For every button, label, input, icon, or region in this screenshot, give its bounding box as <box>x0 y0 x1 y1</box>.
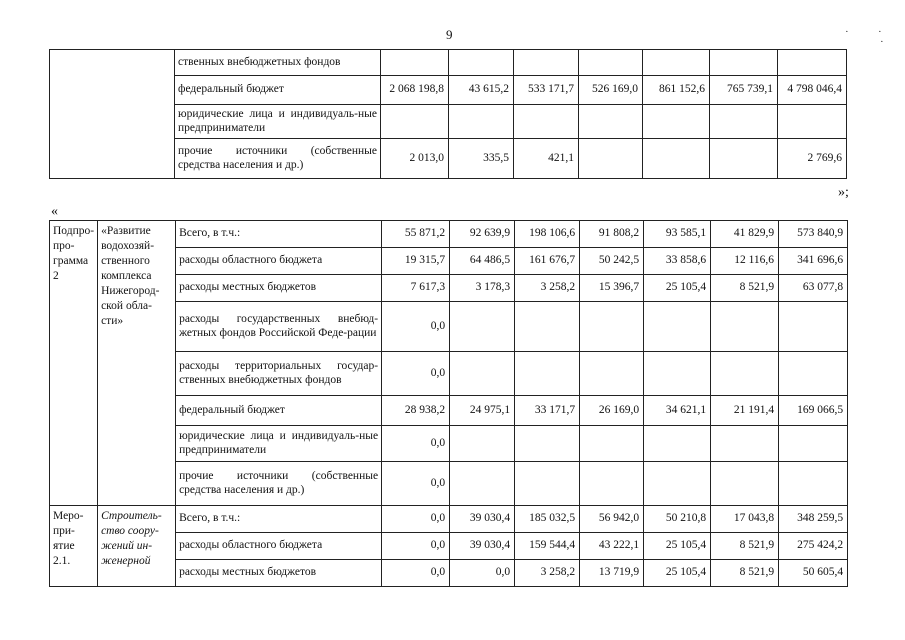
value-cell: 33 171,7 <box>515 396 580 426</box>
value-cell: 21 191,4 <box>711 396 779 426</box>
scan-mark: · <box>845 26 849 38</box>
value-cell <box>644 462 711 506</box>
value-cell: 92 639,9 <box>450 221 515 248</box>
value-cell: 13 719,9 <box>580 560 644 587</box>
value-cell <box>711 462 779 506</box>
value-cell: 341 696,6 <box>779 248 848 275</box>
value-cell: 17 043,8 <box>711 506 779 533</box>
value-cell <box>711 352 779 396</box>
value-cell: 15 396,7 <box>580 275 644 302</box>
value-cell <box>515 302 580 352</box>
value-cell <box>779 352 848 396</box>
value-cell: 3 258,2 <box>515 275 580 302</box>
value-cell: 55 871,2 <box>382 221 450 248</box>
row-label: расходы областного бюджета <box>176 533 382 560</box>
value-cell: 0,0 <box>450 560 515 587</box>
row-label: Всего, в т.ч.: <box>176 506 382 533</box>
value-cell: 25 105,4 <box>644 533 711 560</box>
value-cell: 25 105,4 <box>644 275 711 302</box>
value-cell <box>381 105 449 139</box>
page-number: 9 <box>446 27 453 42</box>
continuation-stub-cell <box>50 50 175 179</box>
value-cell: 34 621,1 <box>644 396 711 426</box>
value-cell <box>579 50 643 76</box>
value-cell: 2 013,0 <box>381 139 449 179</box>
value-cell <box>580 302 644 352</box>
value-cell: 0,0 <box>382 506 450 533</box>
row-label: федеральный бюджет <box>176 396 382 426</box>
value-cell: 275 424,2 <box>779 533 848 560</box>
value-cell: 26 169,0 <box>580 396 644 426</box>
value-cell: 8 521,9 <box>711 560 779 587</box>
value-cell: 8 521,9 <box>711 533 779 560</box>
value-cell: 765 739,1 <box>710 76 778 105</box>
value-cell <box>579 139 643 179</box>
subprogram-code: Подпро-про-грамма 2 <box>50 221 98 506</box>
value-cell: 50 605,4 <box>779 560 848 587</box>
value-cell <box>449 50 514 76</box>
value-cell: 39 030,4 <box>450 506 515 533</box>
value-cell: 169 066,5 <box>779 396 848 426</box>
value-cell <box>778 105 847 139</box>
row-label: юридические лица и индивидуаль-ные предприниматели <box>176 426 382 462</box>
value-cell: 43 222,1 <box>580 533 644 560</box>
value-cell <box>778 50 847 76</box>
value-cell <box>450 462 515 506</box>
row-label: федеральный бюджет <box>175 76 381 105</box>
row-label: прочие источники (собственные средства населения и др.) <box>176 462 382 506</box>
value-cell <box>779 426 848 462</box>
value-cell: 4 798 046,4 <box>778 76 847 105</box>
value-cell <box>580 426 644 462</box>
row-label: расходы местных бюджетов <box>176 275 382 302</box>
row-label: расходы территориальных государ-ственных внебюджетных фондов <box>176 352 382 396</box>
value-cell <box>779 302 848 352</box>
value-cell: 28 938,2 <box>382 396 450 426</box>
value-cell <box>449 105 514 139</box>
value-cell <box>710 139 778 179</box>
value-cell: 25 105,4 <box>644 560 711 587</box>
value-cell <box>710 50 778 76</box>
row-label: расходы местных бюджетов <box>176 560 382 587</box>
value-cell: 3 178,3 <box>450 275 515 302</box>
value-cell: 2 068 198,8 <box>381 76 449 105</box>
subprogram-name: «Развитие водохозяй-ственного комплекса Нижегород-ской обла-сти» <box>98 221 176 506</box>
value-cell: 56 942,0 <box>580 506 644 533</box>
value-cell: 91 808,2 <box>580 221 644 248</box>
row-label: юридические лица и индивидуаль-ные предприниматели <box>175 105 381 139</box>
scan-mark: · <box>878 26 882 38</box>
value-cell: 3 258,2 <box>515 560 580 587</box>
value-cell: 0,0 <box>382 560 450 587</box>
value-cell: 0,0 <box>382 302 450 352</box>
value-cell <box>450 302 515 352</box>
value-cell <box>711 426 779 462</box>
value-cell: 0,0 <box>382 426 450 462</box>
value-cell: 43 615,2 <box>449 76 514 105</box>
value-cell: 93 585,1 <box>644 221 711 248</box>
value-cell <box>381 50 449 76</box>
value-cell: 41 829,9 <box>711 221 779 248</box>
value-cell: 861 152,6 <box>643 76 710 105</box>
value-cell <box>450 352 515 396</box>
value-cell <box>710 105 778 139</box>
table-row <box>50 50 847 76</box>
row-label: расходы государственных внебюд-жетных фондов Российской Феде-рации <box>176 302 382 352</box>
value-cell <box>643 50 710 76</box>
value-cell: 50 242,5 <box>580 248 644 275</box>
value-cell <box>514 50 579 76</box>
value-cell: 161 676,7 <box>515 248 580 275</box>
value-cell <box>514 105 579 139</box>
closing-quote: »; <box>838 185 849 200</box>
measure-name: Строитель-ство соору-жений ин-женерной <box>98 506 176 587</box>
value-cell: 8 521,9 <box>711 275 779 302</box>
value-cell: 33 858,6 <box>644 248 711 275</box>
value-cell: 421,1 <box>514 139 579 179</box>
budget-table-continuation <box>49 49 847 179</box>
value-cell <box>644 426 711 462</box>
table-row <box>50 506 848 533</box>
value-cell: 185 032,5 <box>515 506 580 533</box>
value-cell <box>644 352 711 396</box>
value-cell <box>580 352 644 396</box>
value-cell <box>643 105 710 139</box>
value-cell <box>779 462 848 506</box>
row-label: Всего, в т.ч.: <box>176 221 382 248</box>
value-cell: 526 169,0 <box>579 76 643 105</box>
value-cell <box>579 105 643 139</box>
value-cell: 159 544,4 <box>515 533 580 560</box>
value-cell: 2 769,6 <box>778 139 847 179</box>
budget-table-subprogram-2 <box>49 220 848 587</box>
value-cell: 12 116,6 <box>711 248 779 275</box>
value-cell <box>711 302 779 352</box>
value-cell: 50 210,8 <box>644 506 711 533</box>
value-cell: 7 617,3 <box>382 275 450 302</box>
value-cell: 573 840,9 <box>779 221 848 248</box>
row-label: расходы областного бюджета <box>176 248 382 275</box>
value-cell <box>580 462 644 506</box>
value-cell: 198 106,6 <box>515 221 580 248</box>
value-cell: 0,0 <box>382 533 450 560</box>
value-cell <box>515 426 580 462</box>
row-label: ственных внебюджетных фондов <box>175 50 381 76</box>
value-cell: 39 030,4 <box>450 533 515 560</box>
value-cell <box>515 462 580 506</box>
value-cell: 335,5 <box>449 139 514 179</box>
measure-code: Меро-при-ятие 2.1. <box>50 506 98 587</box>
value-cell: 19 315,7 <box>382 248 450 275</box>
scan-mark: · <box>880 36 884 48</box>
table-row <box>50 221 848 248</box>
value-cell <box>515 352 580 396</box>
value-cell: 63 077,8 <box>779 275 848 302</box>
value-cell <box>644 302 711 352</box>
opening-quote: « <box>51 204 58 219</box>
value-cell: 24 975,1 <box>450 396 515 426</box>
value-cell: 0,0 <box>382 462 450 506</box>
value-cell <box>450 426 515 462</box>
value-cell: 348 259,5 <box>779 506 848 533</box>
value-cell: 64 486,5 <box>450 248 515 275</box>
row-label: прочие источники (собственные средства населения и др.) <box>175 139 381 179</box>
value-cell: 533 171,7 <box>514 76 579 105</box>
value-cell <box>643 139 710 179</box>
value-cell: 0,0 <box>382 352 450 396</box>
